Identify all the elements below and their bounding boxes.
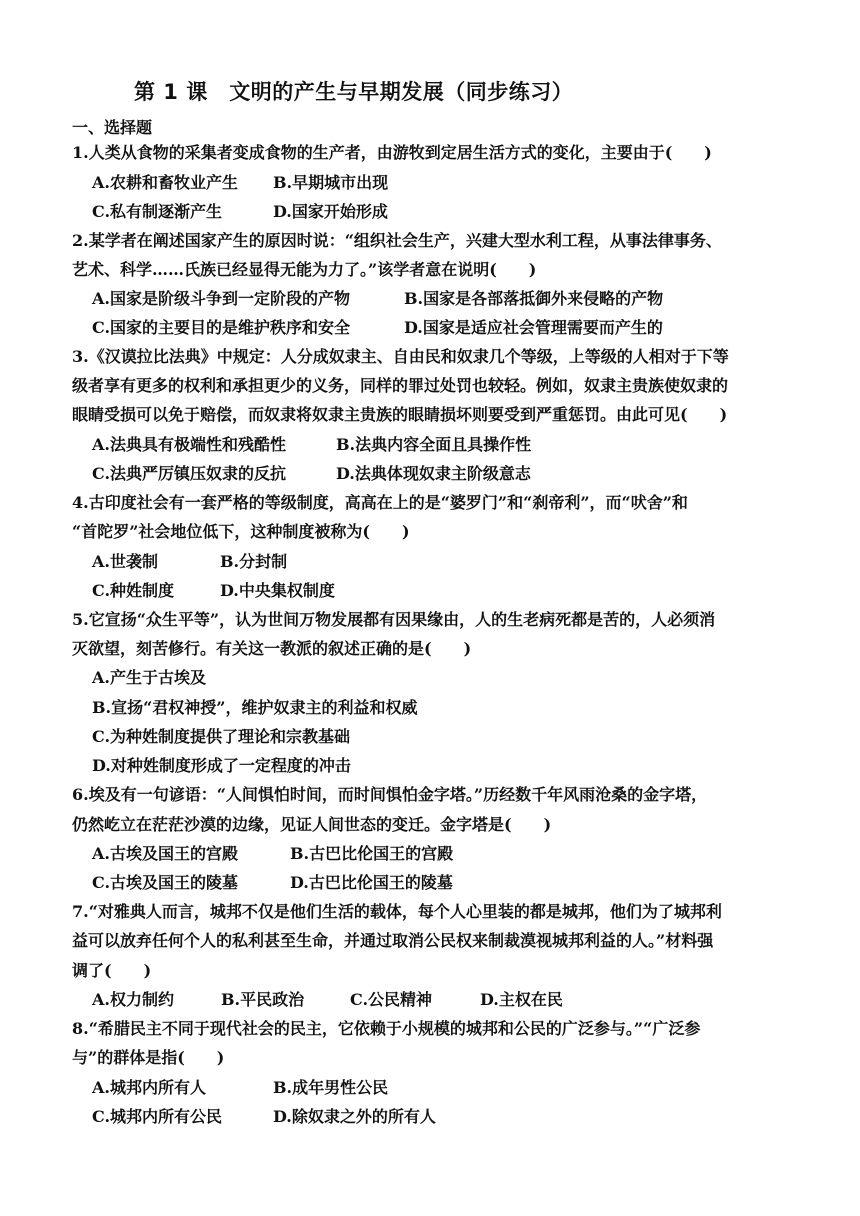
question-6-stem-line-1: 6.埃及有一句谚语：“人间惧怕时间，而时间惧怕金字塔。”历经数千年风雨沧桑的金字塔， <box>72 785 708 804</box>
question-1-option-c: C.私有制逐渐产生 <box>92 202 223 221</box>
question-1-option-b: B.早期城市出现 <box>273 173 389 192</box>
question-2-option-c: C.国家的主要目的是维护秩序和安全 <box>92 318 351 337</box>
question-8-stem-line-2: 与”的群体是指( ) <box>72 1048 225 1067</box>
question-1-stem: 1.人类从食物的采集者变成食物的生产者，由游牧到定居生活方式的变化，主要由于( ) <box>72 143 712 162</box>
question-7-option-d: D.主权在民 <box>480 990 563 1009</box>
question-3-option-b: B.法典内容全面且具操作性 <box>336 435 532 454</box>
page-title: 第 1 课 文明的产生与早期发展（同步练习） <box>134 80 574 104</box>
question-3-option-c: C.法典严厉镇压奴隶的反抗 <box>92 464 287 483</box>
question-7-option-b: B.平民政治 <box>221 990 305 1009</box>
question-6-option-c: C.古埃及国王的陵墓 <box>92 873 239 892</box>
question-1-option-a: A.农耕和畜牧业产生 <box>92 173 238 192</box>
question-2-stem-line-2: 艺术、科学……氏族已经显得无能为力了。”该学者意在说明( ) <box>72 260 537 279</box>
question-3-stem-line-1: 3.《汉谟拉比法典》中规定：人分成奴隶主、自由民和奴隶几个等级，上等级的人相对于下等 <box>72 347 729 366</box>
question-6-option-d: D.古巴比伦国王的陵墓 <box>290 873 453 892</box>
question-8-option-c: C.城邦内所有公民 <box>92 1107 223 1126</box>
question-7-option-c: C.公民精神 <box>350 990 433 1009</box>
question-4-option-b: B.分封制 <box>220 552 288 571</box>
question-5-stem-line-1: 5.它宣扬“众生平等”，认为世间万物发展都有因果缘由，人的生老病死都是苦的，人必须消 <box>72 610 716 629</box>
question-8-stem-line-1: 8.“希腊民主不同于现代社会的民主，它依赖于小规模的城邦和公民的广泛参与。”“广泛参 <box>72 1019 701 1038</box>
question-8-option-d: D.除奴隶之外的所有人 <box>273 1107 436 1126</box>
question-2-option-a: A.国家是阶级斗争到一定阶段的产物 <box>92 289 350 308</box>
question-7-stem-line-2: 益可以放弃任何个人的私利甚至生命，并通过取消公民权来制裁漠视城邦利益的人。”材料强 <box>72 931 714 950</box>
question-5-option-d: D.对种姓制度形成了一定程度的冲击 <box>92 756 351 775</box>
section-heading: 一、选择题 <box>72 118 153 137</box>
question-5-option-a: A.产生于古埃及 <box>92 668 206 687</box>
question-5-option-c: C.为种姓制度提供了理论和宗教基础 <box>92 727 351 746</box>
question-3-stem-line-2: 级者享有更多的权利和承担更少的义务，同样的罪过处罚也较轻。例如，奴隶主贵族使奴隶的 <box>72 376 729 395</box>
question-2-option-d: D.国家是适应社会管理需要而产生的 <box>404 318 663 337</box>
question-6-option-a: A.古埃及国王的宫殿 <box>92 844 238 863</box>
question-3-stem-line-3: 眼睛受损可以免于赔偿，而奴隶将奴隶主贵族的眼睛损坏则要受到严重惩罚。由此可见( ) <box>72 405 728 424</box>
question-7-option-a: A.权力制约 <box>92 990 174 1009</box>
question-3-option-a: A.法典具有极端性和残酷性 <box>92 435 286 454</box>
question-7-stem-line-3: 调了( ) <box>72 961 152 980</box>
question-1-option-d: D.国家开始形成 <box>273 202 388 221</box>
question-7-stem-line-1: 7.“对雅典人而言，城邦不仅是他们生活的载体，每个人心里装的都是城邦，他们为了城邦利 <box>72 902 722 921</box>
question-6-stem-line-2: 仍然屹立在茫茫沙漠的边缘，见证人间世态的变迁。金字塔是( ) <box>72 815 552 834</box>
question-4-option-d: D.中央集权制度 <box>220 581 335 600</box>
question-5-option-b: B.宣扬“君权神授”，维护奴隶主的利益和权威 <box>92 698 418 717</box>
question-5-stem-line-2: 灭欲望，刻苦修行。有关这一教派的叙述正确的是( ) <box>72 639 472 658</box>
question-4-option-a: A.世袭制 <box>92 552 158 571</box>
question-8-option-b: B.成年男性公民 <box>273 1078 389 1097</box>
question-3-option-d: D.法典体现奴隶主阶级意志 <box>336 464 531 483</box>
question-2-stem-line-1: 2.某学者在阐述国家产生的原因时说：“组织社会生产，兴建大型水利工程，从事法律事务、 <box>72 231 722 250</box>
question-4-stem-line-1: 4.古印度社会有一套严格的等级制度，高高在上的是“婆罗门”和“刹帝利”，而“吠舍”和 <box>72 493 688 512</box>
question-2-option-b: B.国家是各部落抵御外来侵略的产物 <box>404 289 664 308</box>
question-4-option-c: C.种姓制度 <box>92 581 175 600</box>
question-6-option-b: B.古巴比伦国王的宫殿 <box>290 844 454 863</box>
question-8-option-a: A.城邦内所有人 <box>92 1078 206 1097</box>
question-4-stem-line-2: “首陀罗”社会地位低下，这种制度被称为( ) <box>72 522 410 541</box>
